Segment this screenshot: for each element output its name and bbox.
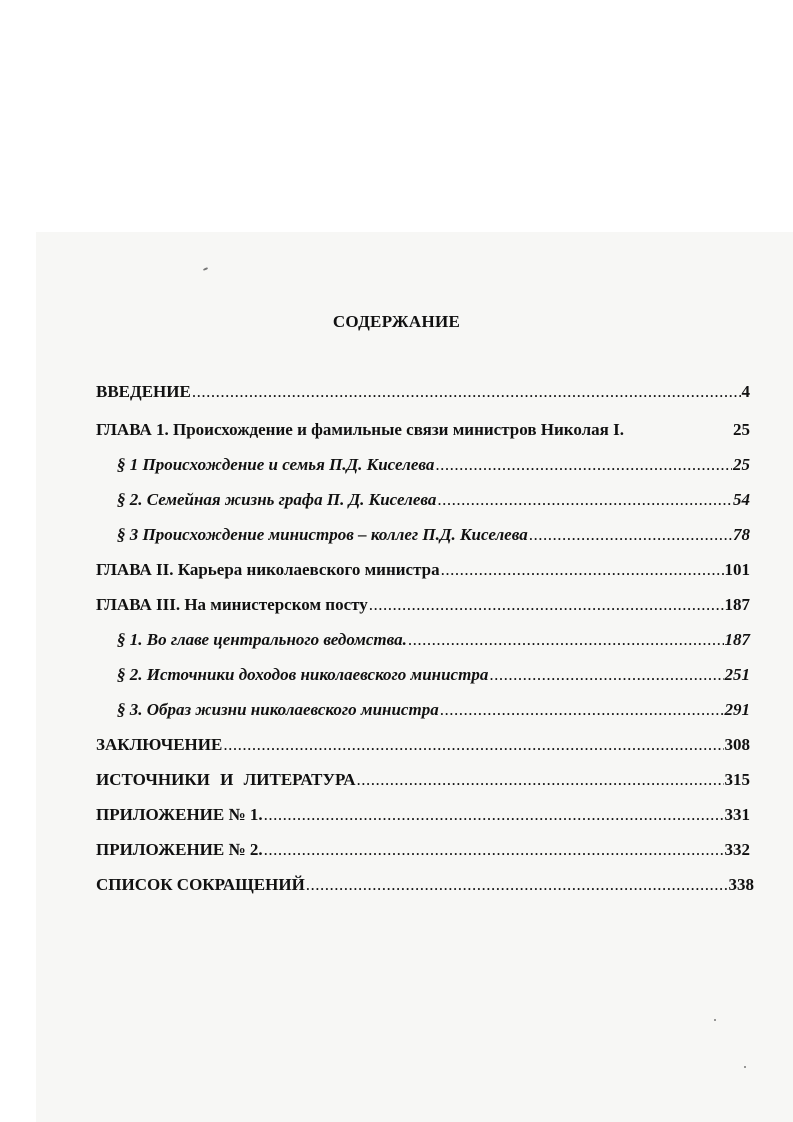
toc-entry-introduction	[96, 380, 750, 404]
toc-entry-label: ВВЕДЕНИЕ	[96, 382, 191, 401]
toc-entry-page: 308	[724, 735, 750, 754]
toc-entry-appendix-2	[96, 838, 750, 862]
toc-entry-section-1-1	[117, 453, 750, 477]
toc-entry-page: 291	[724, 700, 750, 719]
toc-entry-section-3-2	[117, 663, 750, 687]
toc-entry-section-3-3	[117, 698, 750, 722]
toc-entry-page: 25	[733, 455, 750, 474]
page-title: СОДЕРЖАНИЕ	[332, 312, 461, 331]
dot-leader	[356, 768, 723, 792]
dot-leader	[306, 873, 728, 897]
toc-entry-label: ГЛАВА 1. Происхождение и фамильные связи министров Николая I.	[96, 420, 624, 439]
toc-entry-page: 315	[724, 770, 750, 789]
toc-entry-page: 187	[724, 630, 750, 649]
toc-entry-label: § 3 Происхождение министров – коллег П.Д. Киселева	[117, 525, 528, 544]
toc-entry-label: ПРИЛОЖЕНИЕ № 2.	[96, 840, 263, 859]
dot-leader	[408, 628, 724, 652]
toc-entry-section-3-1	[117, 628, 750, 652]
toc-entry-appendix-1	[96, 803, 750, 827]
toc-entry-label: § 2. Семейная жизнь графа П. Д. Киселева	[117, 490, 437, 509]
toc-entry-page: 332	[724, 840, 750, 859]
dot-leader	[441, 558, 724, 582]
toc-entry-sources	[96, 768, 750, 792]
toc-entry-label: § 3. Образ жизни николаевского министра	[117, 700, 439, 719]
scan-speck	[714, 1019, 716, 1021]
toc-entry-label: ЗАКЛЮЧЕНИЕ	[96, 735, 223, 754]
dot-leader	[529, 523, 732, 547]
toc-entry-chapter-3	[96, 593, 750, 617]
toc-entry-page: 338	[728, 875, 754, 894]
dot-leader	[437, 488, 732, 512]
toc-entry-label: ГЛАВА III. На министерском посту	[96, 595, 368, 614]
toc-entry-abbreviations	[96, 873, 754, 897]
toc-entry-label: § 1 Происхождение и семья П.Д. Киселева	[117, 455, 435, 474]
dot-leader	[440, 698, 724, 722]
dot-leader	[264, 838, 724, 862]
dot-leader	[223, 733, 723, 757]
toc-entry-label: ИСТОЧНИКИ И ЛИТЕРАТУРА	[96, 770, 356, 789]
toc-entry-page: 25	[733, 420, 750, 439]
toc-entry-conclusion	[96, 733, 750, 757]
toc-entry-page: 331	[724, 805, 750, 824]
toc-entry-page: 4	[741, 382, 750, 401]
scan-speck	[744, 1066, 746, 1068]
toc-entry-section-1-2	[117, 488, 750, 512]
toc-entry-chapter-2	[96, 558, 750, 582]
toc-entry-page: 54	[733, 490, 750, 509]
dot-leader	[192, 380, 741, 404]
toc-entry-label: СПИСОК СОКРАЩЕНИЙ	[96, 875, 305, 894]
toc-entry-page: 251	[724, 665, 750, 684]
dot-leader	[369, 593, 724, 617]
dot-leader	[264, 803, 724, 827]
toc-entry-page: 78	[733, 525, 750, 544]
toc-entry-label: § 2. Источники доходов николаевского министра	[117, 665, 489, 684]
dot-leader	[435, 453, 732, 477]
toc-entry-section-1-3	[117, 523, 750, 547]
toc-entry-page: 101	[724, 560, 750, 579]
toc-entry-label: ГЛАВА II. Карьера николаевского министра	[96, 560, 440, 579]
toc-entry-label: ПРИЛОЖЕНИЕ № 1.	[96, 805, 263, 824]
toc-entry-label: § 1. Во главе центрального ведомства.	[117, 630, 407, 649]
toc-entry-page: 187	[724, 595, 750, 614]
toc-entry-chapter-1	[96, 418, 750, 442]
dot-leader	[489, 663, 723, 687]
